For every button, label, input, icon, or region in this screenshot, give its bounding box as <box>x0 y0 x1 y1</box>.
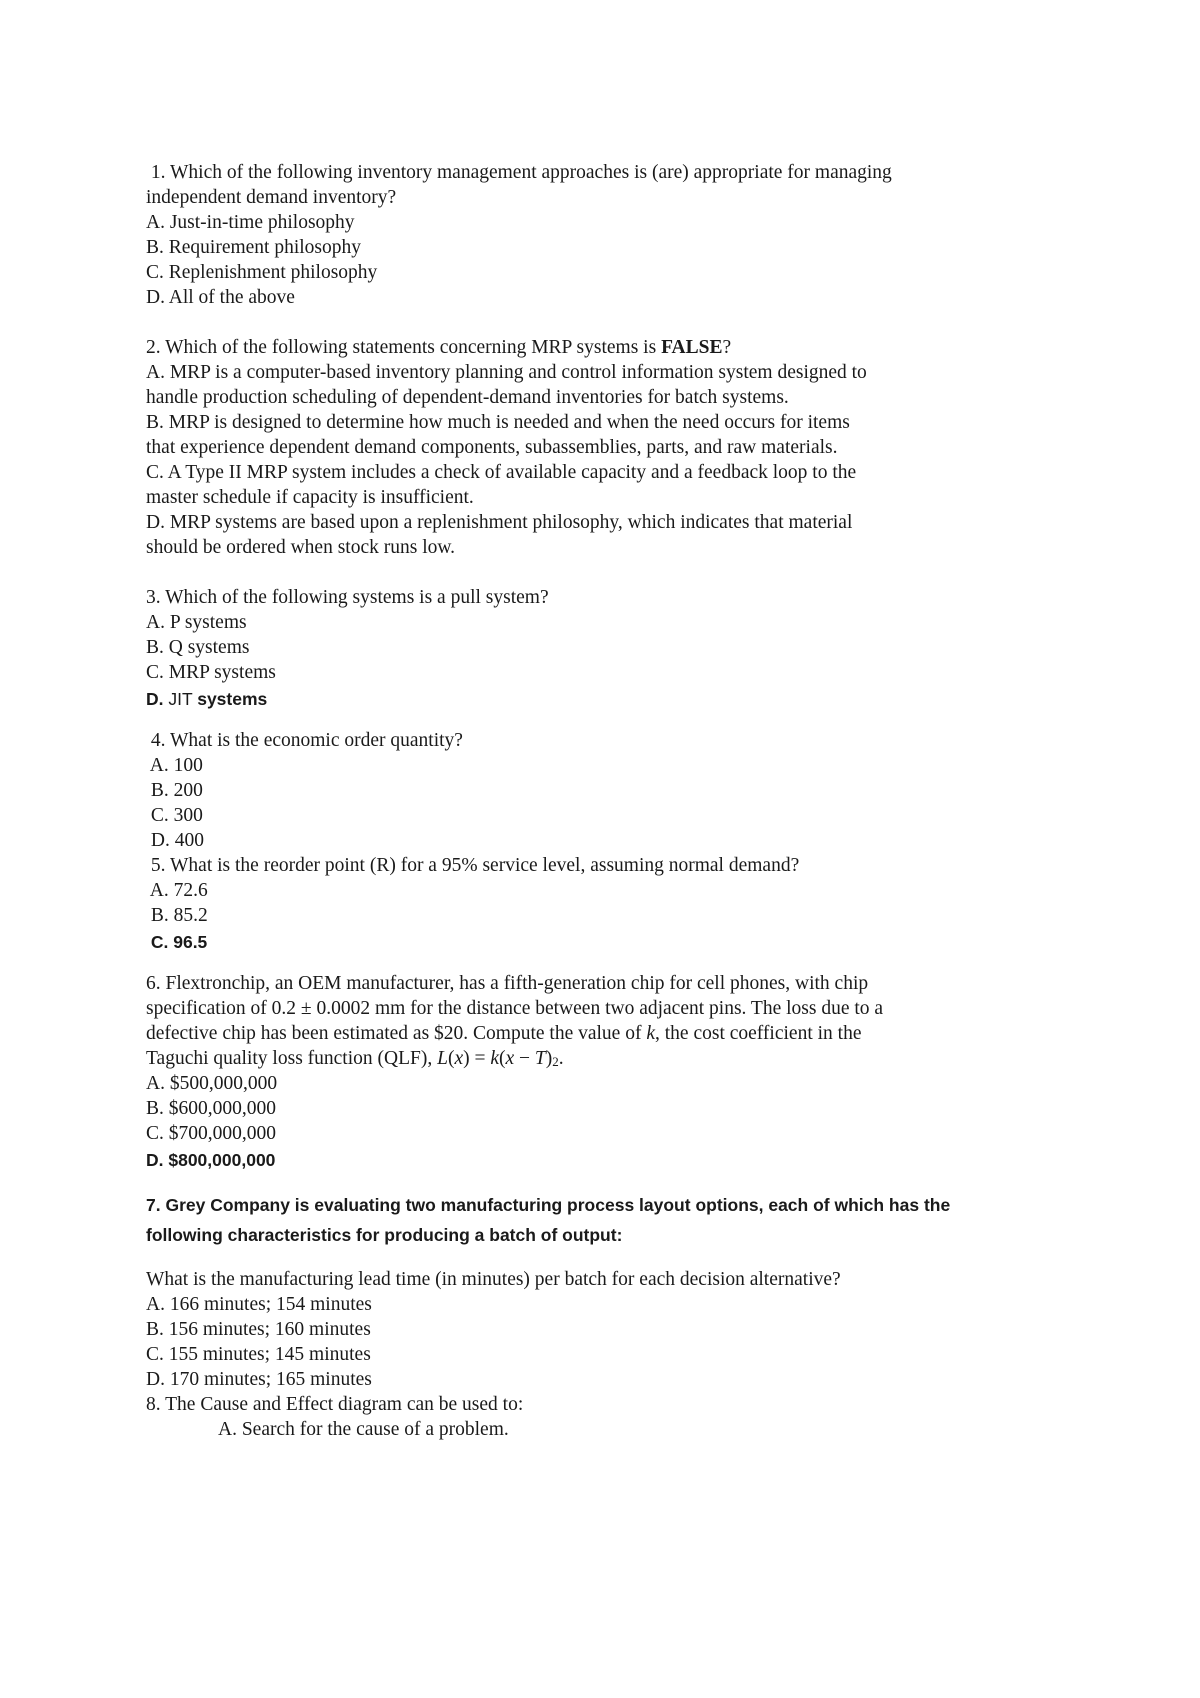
q6-option-d-answer: D. $800,000,000 <box>146 1150 276 1170</box>
q4-option-d: D. 400 <box>146 830 204 851</box>
q3-option-d-answer: D. JIT systems <box>146 689 268 709</box>
q7-stem-line1: 7. Grey Company is evaluating two manufacturing process layout options, each of which has the <box>146 1195 951 1215</box>
q3-option-a: A. P systems <box>146 612 247 633</box>
q1-option-a: A. Just-in-time philosophy <box>146 212 355 233</box>
q2-option-a-line2: handle production scheduling of dependent-demand inventories for batch systems. <box>146 387 789 408</box>
q4-stem: 4. What is the economic order quantity? <box>146 730 463 751</box>
q2-option-c-line2: master schedule if capacity is insufficient. <box>146 487 474 508</box>
q2-option-a-line1: A. MRP is a computer-based inventory planning and control information system designed to <box>146 362 867 383</box>
q7-option-b: B. 156 minutes; 160 minutes <box>146 1319 371 1340</box>
q1-option-b: B. Requirement philosophy <box>146 237 362 258</box>
q2-option-b-line2: that experience dependent demand components, subassemblies, parts, and raw materials. <box>146 437 838 458</box>
q6-stem-line1: 6. Flextronchip, an OEM manufacturer, has a fifth-generation chip for cell phones, with chip <box>146 973 869 994</box>
q4-option-b: B. 200 <box>146 780 203 801</box>
q4-option-c: C. 300 <box>146 805 203 826</box>
q1-stem-line2: independent demand inventory? <box>146 187 397 208</box>
q5-option-c-answer: C. 96.5 <box>146 932 208 952</box>
q3-stem: 3. Which of the following systems is a pull system? <box>146 587 549 608</box>
q3-option-c: C. MRP systems <box>146 662 276 683</box>
q6-option-c: C. $700,000,000 <box>146 1123 277 1144</box>
q7-option-a: A. 166 minutes; 154 minutes <box>146 1294 372 1315</box>
q2-option-d-line2: should be ordered when stock runs low. <box>146 537 456 558</box>
q6-option-b: B. $600,000,000 <box>146 1098 277 1119</box>
q1-option-c: C. Replenishment philosophy <box>146 262 378 283</box>
q5-stem: 5. What is the reorder point (R) for a 95% service level, assuming normal demand? <box>146 855 800 876</box>
q7-option-d: D. 170 minutes; 165 minutes <box>146 1369 372 1390</box>
q6-option-a: A. $500,000,000 <box>146 1073 278 1094</box>
q2-stem: 2. Which of the following statements concerning MRP systems is FALSE? <box>146 337 732 358</box>
q3-option-b: B. Q systems <box>146 637 250 658</box>
q2-option-b-line1: B. MRP is designed to determine how much is needed and when the need occurs for items <box>146 412 850 433</box>
q8-stem: 8. The Cause and Effect diagram can be used to: <box>146 1394 524 1415</box>
q7-option-c: C. 155 minutes; 145 minutes <box>146 1344 371 1365</box>
q7-question: What is the manufacturing lead time (in minutes) per batch for each decision alternative? <box>146 1269 841 1290</box>
q5-option-a: A. 72.6 <box>146 880 208 901</box>
q2-false-emphasis: FALSE <box>661 337 723 358</box>
q4-option-a: A. 100 <box>146 755 203 776</box>
q1-option-d: D. All of the above <box>146 287 295 308</box>
q2-option-d-line1: D. MRP systems are based upon a replenishment philosophy, which indicates that material <box>146 512 853 533</box>
q1-stem-line1: 1. Which of the following inventory management approaches is (are) appropriate for managing <box>146 162 892 183</box>
q6-stem-line4: Taguchi quality loss function (QLF), $L(x) = k(x - T)_2$. <box>146 1048 564 1069</box>
q7-stem-line2: following characteristics for producing a batch of output: <box>146 1225 623 1245</box>
q6-stem-line2: specification of 0.2 ± 0.0002 mm for the distance between two adjacent pins. The loss due to a <box>146 998 884 1019</box>
q8-option-a: A. Search for the cause of a problem. <box>218 1419 509 1440</box>
q6-stem-line3: defective chip has been estimated as $20. Compute the value of k, the cost coefficient in the <box>146 1023 862 1044</box>
q2-option-c-line1: C. A Type II MRP system includes a check of available capacity and a feedback loop to the <box>146 462 857 483</box>
q5-option-b: B. 85.2 <box>146 905 208 926</box>
